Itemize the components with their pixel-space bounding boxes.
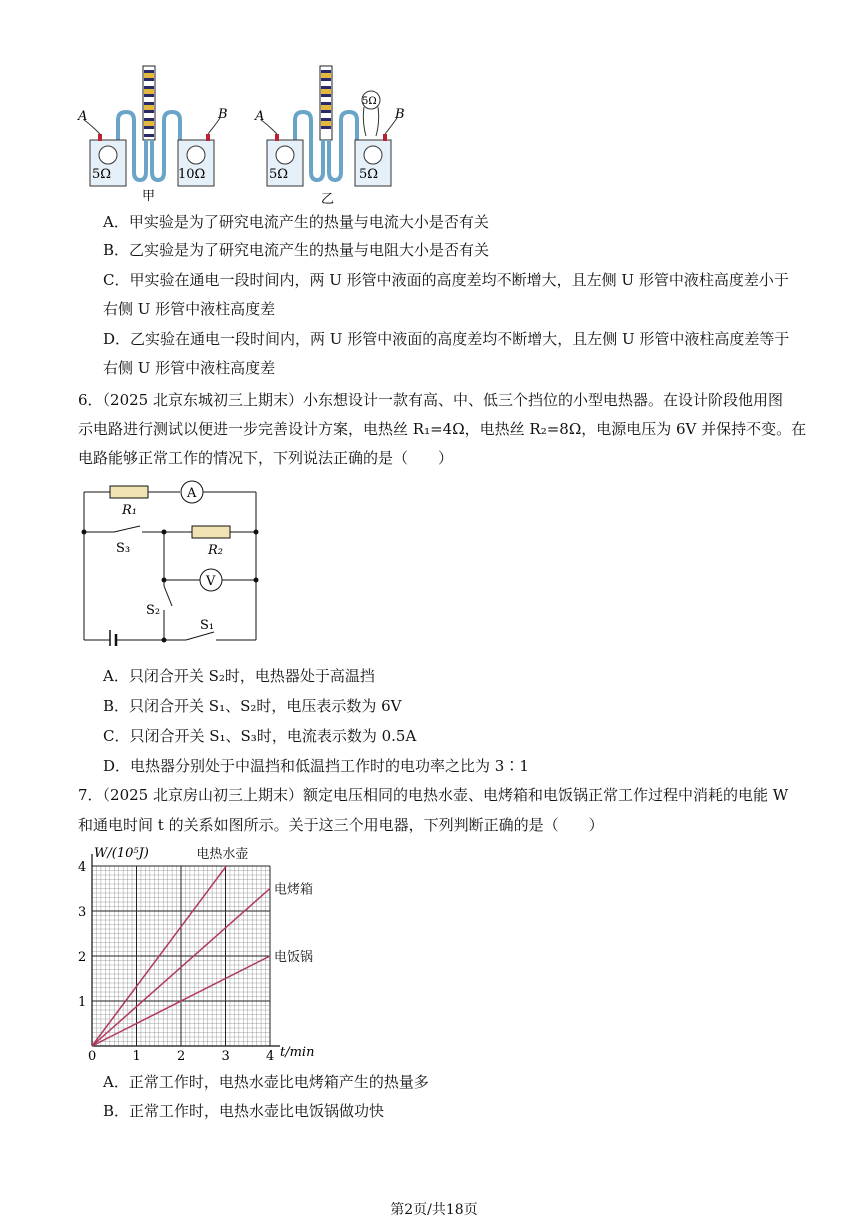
x-tick-label: 2 <box>177 1049 186 1064</box>
terminal-b-label: B <box>218 107 228 122</box>
chart-x-axis-label: t/min <box>280 1045 315 1060</box>
resistor-left-label-jia: 5Ω <box>92 167 112 182</box>
y-tick-label: 4 <box>78 860 87 875</box>
chart-series <box>92 846 313 1046</box>
experiment-jia <box>77 66 228 204</box>
x-tick-label: 3 <box>221 1049 230 1064</box>
terminal-a-label-yi: A <box>255 109 265 124</box>
resistor-left-label-yi: 5Ω <box>269 167 289 182</box>
terminal-a-label: A <box>78 109 88 124</box>
s2-label: S₂ <box>146 603 161 618</box>
q6-option-c: C．只闭合开关 S₁、S₃时，电流表示数为 0.5A <box>103 727 417 745</box>
s3-label: S₃ <box>116 541 131 556</box>
s1-label: S₁ <box>200 618 215 633</box>
x-tick-label: 0 <box>88 1049 97 1064</box>
series-label-1: 电烤箱 <box>274 882 314 898</box>
x-tick-label: 1 <box>132 1049 141 1064</box>
q5-option-c-line2: 右侧 U 形管中液柱高度差 <box>103 300 276 318</box>
terminal-b-label-yi: B <box>395 107 405 122</box>
joule-heat-experiment-figure <box>70 60 420 208</box>
voltmeter-label: V <box>206 574 216 589</box>
energy-time-chart <box>74 842 334 1064</box>
r1-label: R₁ <box>122 503 137 518</box>
chart-y-axis-label: W/(10⁵J) <box>94 846 149 861</box>
y-tick-label: 1 <box>78 995 87 1010</box>
r2-label: R₂ <box>208 543 223 558</box>
resistor-right-label-yi: 5Ω <box>359 167 379 182</box>
x-tick-label: 4 <box>266 1049 275 1064</box>
q6-stem-line1: 6．（2025 北京东城初三上期末）小东想设计一款有高、中、低三个挡位的小型电热器。在设计阶段他用图 <box>78 391 783 409</box>
y-tick-label: 3 <box>78 905 87 920</box>
q5-option-d-line2: 右侧 U 形管中液柱高度差 <box>103 359 276 377</box>
q7-option-b: B．正常工作时，电热水壶比电饭锅做功快 <box>103 1102 385 1120</box>
q7-stem-line2: 和通电时间 t 的关系如图所示。关于这三个用电器，下列判断正确的是（ ） <box>78 816 604 834</box>
ammeter-label: A <box>187 486 197 501</box>
q6-stem-line3: 电路能够正常工作的情况下，下列说法正确的是（ ） <box>78 449 454 467</box>
q5-option-b: B．乙实验是为了研究电流产生的热量与电阻大小是否有关 <box>103 241 490 259</box>
q5-option-d-line1: D．乙实验在通电一段时间内，两 U 形管中液面的高度差均不断增大，且左侧 U 形管中液柱高度差等于 <box>103 330 790 348</box>
q5-option-c-line1: C．甲实验在通电一段时间内，两 U 形管中液面的高度差均不断增大，且左侧 U 形管中液柱高度差小于 <box>103 271 789 289</box>
y-tick-label: 2 <box>78 950 87 965</box>
q6-option-d: D．电热器分别处于中温挡和低温挡工作时的电功率之比为 3∶1 <box>103 757 529 775</box>
series-label-0: 电热水壶 <box>196 847 249 862</box>
q6-circuit-diagram <box>76 474 266 646</box>
resistor-right-label-jia: 10Ω <box>178 167 206 182</box>
q7-stem-line1: 7．（2025 北京房山初三上期末）额定电压相同的电热水壶、电烤箱和电饭锅正常工作过程中消耗的电能 W <box>78 786 789 804</box>
chart-tick-labels <box>78 860 274 1064</box>
figure-caption-jia: 甲 <box>142 189 156 204</box>
chart-axes <box>92 854 280 1046</box>
q5-option-a: A．甲实验是为了研究电流产生的热量与电流大小是否有关 <box>103 213 489 231</box>
figure-caption-yi: 乙 <box>321 192 335 207</box>
q6-option-a: A．只闭合开关 S₂时，电热器处于高温挡 <box>103 667 375 685</box>
page-footer: 第2页/共18页 <box>390 1202 478 1218</box>
resistor-external-label-yi: 5Ω <box>362 96 377 107</box>
q6-option-b: B．只闭合开关 S₁、S₂时，电压表示数为 6V <box>103 697 402 715</box>
experiment-yi <box>254 66 405 207</box>
q6-stem-line2: 示电路进行测试以便进一步完善设计方案，电热丝 R₁=4Ω，电热丝 R₂=8Ω，电源电压为 6V 并保持不变。在 <box>78 420 807 438</box>
q7-option-a: A．正常工作时，电热水壶比电烤箱产生的热量多 <box>103 1073 429 1091</box>
series-label-2: 电饭锅 <box>274 950 314 965</box>
